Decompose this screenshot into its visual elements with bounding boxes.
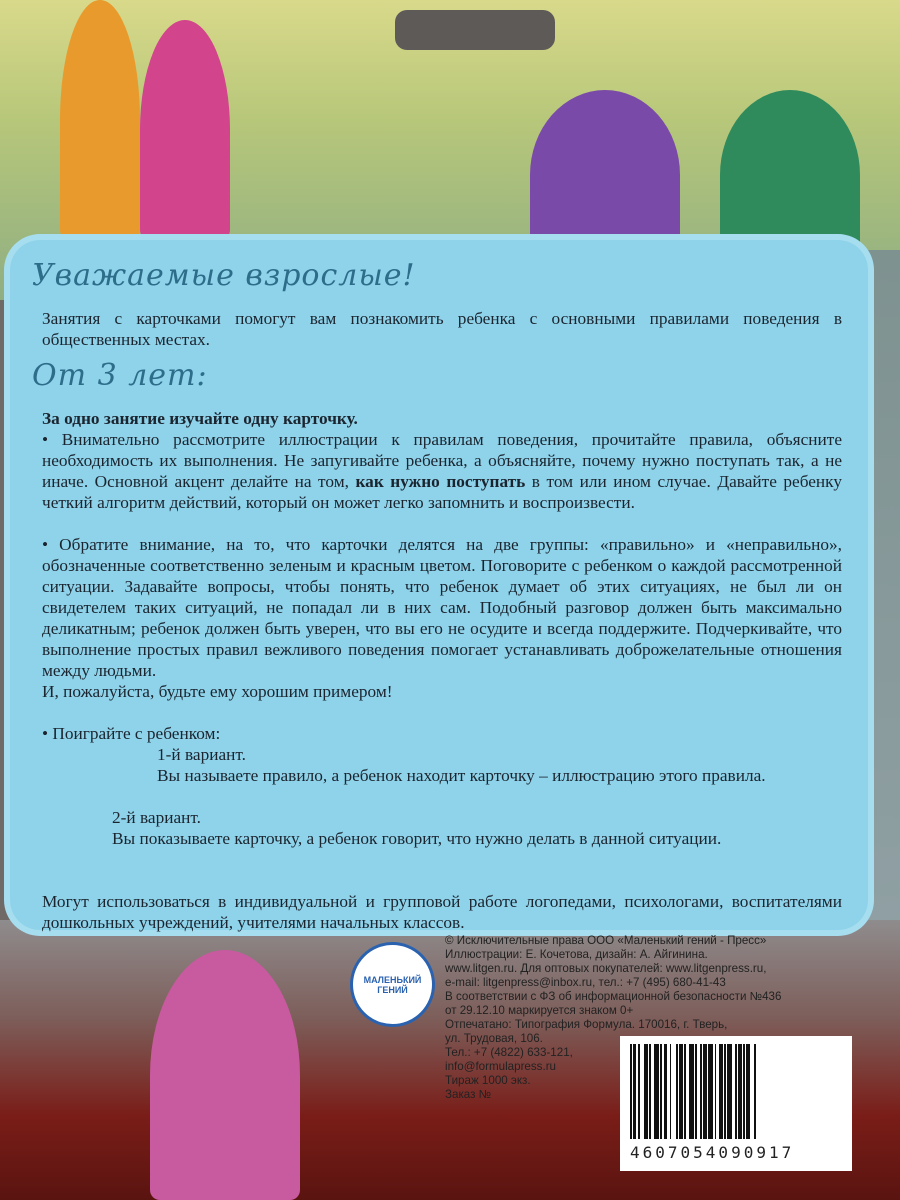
heading: Уважаемые взрослые! — [32, 258, 416, 293]
variant-1-title: 1-й вариант. — [157, 745, 246, 764]
imprint-line: www.litgen.ru. Для оптовых покупателей: www.litgenpress.ru, — [445, 962, 767, 975]
barcode — [620, 1036, 852, 1171]
illustration-boy — [530, 90, 680, 260]
illustration-girl — [140, 20, 230, 240]
imprint-line: В соответствии с ФЗ об информационной безопасности №436 — [445, 990, 782, 1003]
hang-tab — [395, 10, 555, 50]
bullet-1-text: • Внимательно рассмотрите иллюстрации к правилам поведения, прочитайте правила, объясните необходимость их выполнения. Не запугивайте ребенка, а объясняйте, почему нужно поступать так, а не иначе. Основной акцент делайте на том, — [42, 430, 842, 491]
illustration-boy — [720, 90, 860, 260]
imprint-line: info@formulapress.ru — [445, 1060, 557, 1073]
illustration-girl — [60, 0, 140, 240]
logo-text: МАЛЕНЬКИЙ ГЕНИЙ — [363, 974, 422, 995]
imprint-line: e-mail: litgenpress@inbox.ru, тел.: +7 (495) 680-41-43 — [445, 976, 726, 989]
bullet-2-end: И, пожалуйста, будьте ему хорошим примером! — [42, 682, 393, 701]
imprint-line: Тираж 1000 экз. — [445, 1074, 531, 1087]
info-panel — [10, 240, 868, 930]
variant-2-text: Вы показываете карточку, а ребенок говорит, что нужно делать в данной ситуации. — [112, 829, 722, 848]
imprint-line: Тел.: +7 (4822) 633-121, — [445, 1046, 573, 1059]
publisher-logo — [350, 942, 435, 1027]
barcode-number: 4607054090917 — [630, 1143, 795, 1162]
usage-text: Могут использоваться в индивидуальной и групповой работе логопедами, психологами, воспитателями дошкольных учреждений, учителями начальных классов. — [42, 892, 842, 932]
imprint-line: Заказ № — [445, 1088, 492, 1101]
imprint-line: Иллюстрации: Е. Кочетова, дизайн: А. Айгинина. — [445, 948, 708, 961]
play-heading: • Поиграйте с ребенком: — [42, 724, 221, 743]
variant-2-title: 2-й вариант. — [112, 808, 201, 827]
intro-text: Занятия с карточками помогут вам познакомить ребенка с основными правилами поведения в общественных местах. — [42, 309, 842, 349]
imprint-line: Отпечатано: Типография Формула. 170016, г. Тверь, — [445, 1018, 728, 1031]
imprint-line: © Исключительные права ООО «Маленький гений - Пресс» — [445, 934, 767, 947]
bullet-1-text-end: в том или ином случае. Давайте ребенку четкий алгоритм действий, который он может легко запомнить и воспроизвести. — [42, 472, 842, 512]
bullet-1-bold: как нужно поступать — [355, 472, 526, 491]
variant-1-text: Вы называете правило, а ребенок находит карточку – иллюстрацию этого правила. — [157, 766, 766, 785]
barcode-bar — [756, 1044, 758, 1139]
age-heading: От 3 лет: — [32, 358, 208, 393]
rule-text: За одно занятие изучайте одну карточку. — [42, 409, 358, 428]
bullet-1 — [42, 429, 842, 513]
illustration-girl-bottom — [150, 950, 300, 1200]
barcode-bars — [630, 1044, 842, 1139]
imprint-line: ул. Трудовая, 106. — [445, 1032, 543, 1045]
imprint-line: от 29.12.10 маркируется знаком 0+ — [445, 1004, 634, 1017]
bullet-2: • Обратите внимание, на то, что карточки делятся на две группы: «правильно» и «неправильно», обозначенные соответственно зеленым и красным цветом. Поговорите с ребенком о каждой рассмотренной ситуации. Задавайте вопросы, чтобы понять, что ребенок думает об этих ситуациях, не был ли он свидетелем таких ситуаций, не попадал ли в них сам. Подобный разговор должен быть максимально деликатным; ребенок должен быть уверен, что вы его не осудите и всегда поддержите. Подчеркивайте, что выполнение простых правил вежливого поведения помогает устанавливать доброжелательные отношения между людьми. — [42, 535, 842, 680]
